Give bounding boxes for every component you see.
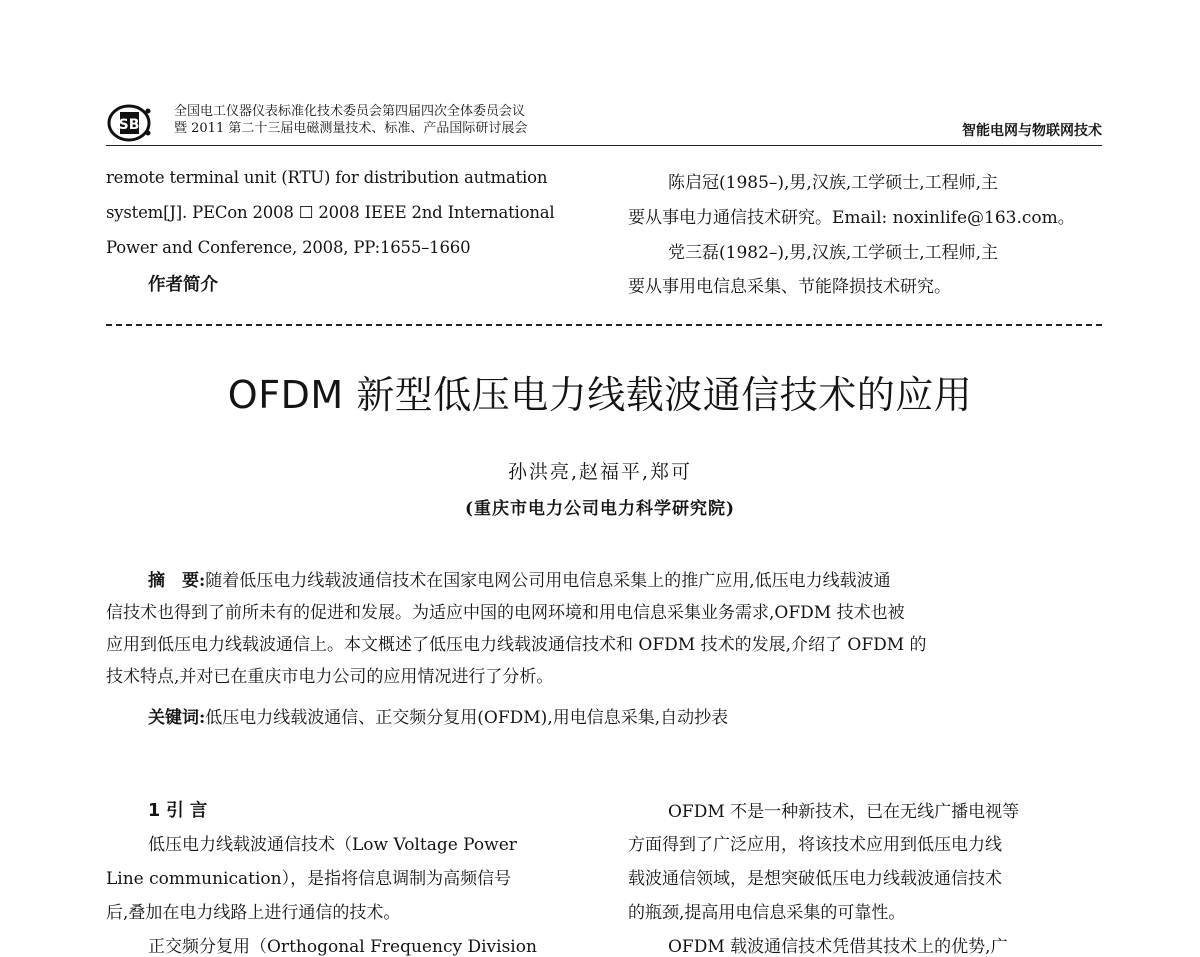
conference-logo [106, 103, 152, 143]
keywords-line [148, 703, 728, 728]
section-label: 智能电网与物联网技术 [962, 123, 1102, 139]
reference-line: remote terminal unit (RTU) for distribution autmation [106, 168, 548, 187]
keywords-label: 关键词: [148, 708, 206, 728]
keywords-text: 低压电力线载波通信、正交频分复用(OFDM),用电信息采集,自动抄表 [205, 708, 729, 728]
abstract-label: 摘 要: [148, 571, 206, 591]
bio-line: 党三磊(1982–),男,汉族,工学硕士,工程师,主 [668, 243, 999, 263]
conference-name-line2: 暨 2011 第二十三届电磁测量技术、标准、产品国际研讨展会 [174, 121, 528, 136]
abstract-line [106, 566, 891, 591]
body-line: 正交频分复用（Orthogonal Frequency Division [148, 937, 537, 957]
author-bio-heading: 作者简介 [148, 275, 218, 295]
bio-line: 要从事用电信息采集、节能降损技术研究。 [628, 277, 951, 297]
abstract-line: 信技术也得到了前所未有的促进和发展。为适应中国的电网环境和用电信息采集业务需求,OFDM 技术也被 [106, 603, 905, 623]
body-line: 低压电力线载波通信技术（Low Voltage Power [148, 835, 517, 855]
abstract-text: 随着低压电力线载波通信技术在国家电网公司用电信息采集上的推广应用,低压电力线载波通 [205, 571, 891, 591]
abstract-line: 技术特点,并对已在重庆市电力公司的应用情况进行了分析。 [106, 667, 554, 687]
reference-line: system[J]. PECon 2008 ☐ 2008 IEEE 2nd International [106, 203, 555, 222]
body-line: 载波通信领域，是想突破低压电力线载波通信技术 [628, 869, 1002, 889]
body-line: 方面得到了广泛应用，将该技术应用到低压电力线 [628, 835, 1002, 855]
bio-line: 陈启冠(1985–),男,汉族,工学硕士,工程师,主 [668, 173, 999, 193]
header-rule [106, 145, 1102, 146]
article-separator [106, 324, 1102, 326]
section-heading: 1 引 言 [148, 801, 208, 821]
reference-line: Power and Conference, 2008, PP:1655–1660 [106, 238, 471, 257]
logo-text: SB [118, 117, 140, 133]
body-line: OFDM 不是一种新技术，已在无线广播电视等 [668, 802, 1020, 822]
paper-affiliation: (重庆市电力公司电力科学研究院) [464, 499, 736, 519]
abstract-line: 应用到低压电力线载波通信上。本文概述了低压电力线载波通信技术和 OFDM 技术的发展,介绍了 OFDM 的 [106, 635, 927, 655]
paper-authors: 孙洪亮,赵福平,郑可 [507, 461, 693, 483]
paper-title: OFDM 新型低压电力线载波通信技术的应用 [227, 373, 973, 417]
conference-name-line1: 全国电工仪器仪表标准化技术委员会第四届四次全体委员会议 [174, 104, 526, 119]
bio-line: 要从事电力通信技术研究。Email: noxinlife@163.com。 [628, 208, 1075, 228]
body-line: 后,叠加在电力线路上进行通信的技术。 [106, 903, 401, 923]
body-line: OFDM 载波通信技术凭借其技术上的优势,广 [668, 937, 1008, 957]
body-line: 的瓶颈,提高用电信息采集的可靠性。 [628, 903, 906, 923]
body-line: Line communication），是指将信息调制为高频信号 [106, 869, 512, 889]
